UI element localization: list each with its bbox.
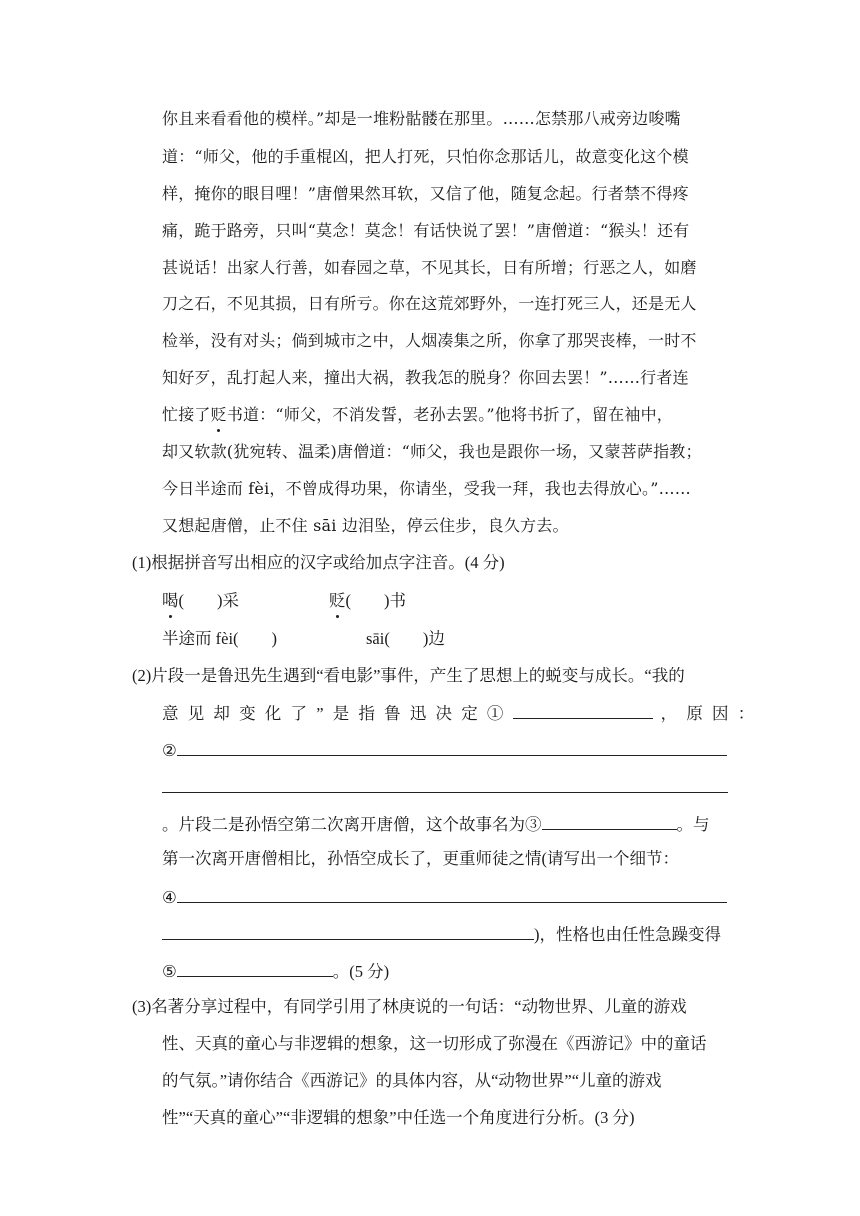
- q1-item-bian: [329, 589, 406, 613]
- answer-blank-2-cont[interactable]: [162, 774, 728, 793]
- q2-line-7: [162, 884, 727, 910]
- q1-item-sai[interactable]: sāi( )边: [366, 629, 445, 648]
- q2-line-8: [162, 921, 721, 947]
- q1-item-he: [162, 589, 239, 613]
- q2-line-9: [162, 958, 389, 984]
- dotted-char-bian: 贬: [211, 403, 227, 427]
- q1-item-he-blank[interactable]: ( )采: [178, 591, 239, 610]
- q2-line-5-end: 。与: [676, 815, 710, 834]
- q3-line-4: 性”“天真的童心”“非逻辑的想象”中任选一个角度进行分析。(3 分): [162, 1108, 635, 1127]
- excerpt-line-5: 甚说话！出家人行善，如春园之草，不见其长，日有所增；行恶之人，如磨: [162, 258, 697, 277]
- q1-item-bian-blank[interactable]: ( )书: [345, 591, 406, 610]
- circle-4-label: ④: [162, 888, 177, 907]
- excerpt-line-1: 你且来看看他的模样。”却是一堆粉骷髅在那里。……怎禁那八戒旁边唆嘴: [162, 109, 681, 128]
- q1-stem: (1)根据拼音写出相应的汉字或给加点字注音。(4 分): [132, 553, 505, 572]
- circle-2-label: ②: [162, 741, 177, 760]
- excerpt-line-9: [162, 403, 673, 427]
- answer-blank-1[interactable]: [513, 700, 653, 719]
- excerpt-line-11: 今日半途而 fèi，不曾成得功果，你请坐，受我一拜，我也去得放心。”……: [162, 479, 691, 498]
- excerpt-line-10: 却又软款(犹宛转、温柔)唐僧道：“师父，我也是跟你一场，又蒙菩萨指教；: [162, 442, 702, 461]
- q3-line-2: 性、天真的童心与非逻辑的想象，这一切形成了弥漫在《西游记》中的童话: [162, 1034, 707, 1053]
- q2-line-4: [162, 774, 728, 800]
- q2-line-8-text: )，性格也由任性急躁变得: [534, 925, 721, 944]
- excerpt-line-3: 样，掩你的眼目哩！”唐僧果然耳软，又信了他，随复念起。行者禁不得疼: [162, 184, 689, 203]
- excerpt-line-2: 道：“师父，他的手重棍凶，把人打死，只怕你念那话儿，故意变化这个模: [162, 147, 689, 166]
- q2-line-9-end: 。(5 分): [332, 962, 390, 981]
- q1-dotted-he: 喝: [162, 589, 179, 613]
- answer-blank-4[interactable]: [177, 884, 727, 903]
- q2-line-1: (2)片段一是鲁迅先生遇到“看电影”事件，产生了思想上的蜕变与成长。“我的: [132, 666, 685, 685]
- excerpt-line-8: 知好歹，乱打起人来，撞出大祸，教我怎的脱身？你回去罢！”……行者连: [162, 368, 689, 387]
- answer-blank-5[interactable]: [177, 958, 333, 977]
- q1-dotted-bian: 贬: [329, 589, 346, 613]
- q2-line-2: [162, 700, 763, 726]
- answer-blank-4-cont[interactable]: [162, 921, 534, 940]
- answer-blank-2[interactable]: [177, 737, 727, 756]
- excerpt-line-4: 痛，跪于路旁，只叫“莫念！莫念！有话快说了罢！”唐僧道：“猴头！还有: [162, 221, 690, 240]
- answer-blank-3[interactable]: [542, 811, 677, 830]
- excerpt-line-7: 检举，没有对头；倘到城市之中，人烟凑集之所，你拿了那哭丧棒，一时不: [162, 331, 697, 350]
- q2-line-5-text: 。片段二是孙悟空第二次离开唐僧，这个故事名为③: [162, 815, 542, 834]
- q2-line-2-reason: ，原因：: [660, 704, 764, 723]
- q2-line-5: [162, 811, 710, 837]
- excerpt-line-12: 又想起唐僧，止不住 sāi 边泪坠，停云住步，良久方去。: [162, 516, 569, 535]
- q3-line-3: 的气氛。”请你结合《西游记》的具体内容，从“动物世界”“儿童的游戏: [162, 1071, 662, 1090]
- excerpt-line-9-rest: 书道：“师父，不消发誓，老孙去罢。”他将书折了，留在袖中，: [226, 405, 673, 424]
- q2-line-6: 第一次离开唐僧相比，孙悟空成长了，更重师徒之情(请写出一个细节：: [162, 849, 679, 868]
- excerpt-line-6: 刀之石，不见其损，日有所亏。你在这荒郊野外，一连打死三人，还是无人: [162, 294, 697, 313]
- excerpt-line-9-start: 忙接了: [162, 405, 211, 424]
- q2-line-2-text: 意见却变化了”是指鲁迅决定①: [162, 704, 513, 723]
- q1-item-fei[interactable]: 半途而 fèi( ): [162, 629, 278, 648]
- q2-line-3: [162, 737, 727, 763]
- circle-5-label: ⑤: [162, 962, 177, 981]
- q3-line-1: (3)名著分享过程中，有同学引用了林庚说的一句话：“动物世界、儿童的游戏: [132, 997, 687, 1016]
